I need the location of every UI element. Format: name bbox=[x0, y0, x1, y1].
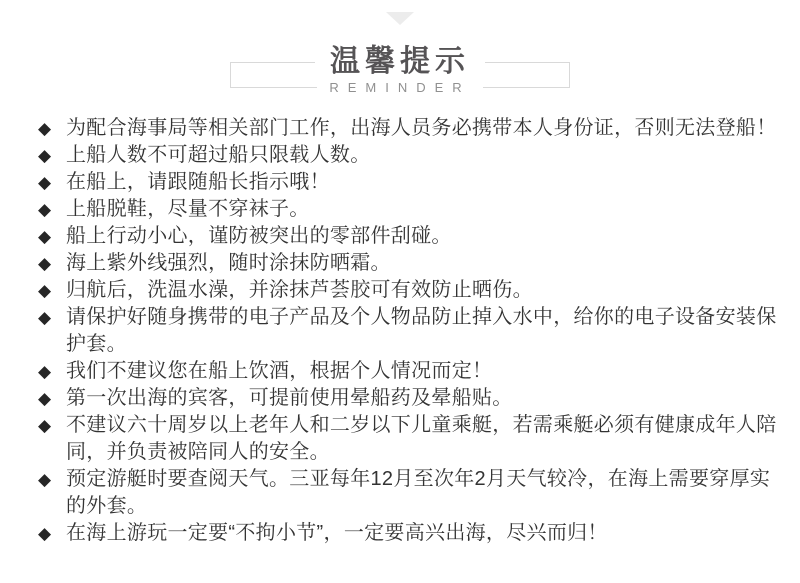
tips-list bbox=[0, 115, 800, 547]
tip-item bbox=[38, 277, 782, 304]
title-row bbox=[230, 45, 570, 79]
reminder-header bbox=[230, 45, 570, 97]
tip-item bbox=[38, 250, 782, 277]
diamond-bullet-icon: ◆ bbox=[38, 362, 52, 381]
tip-item bbox=[38, 115, 782, 142]
tip-text: 在船上，请跟随船长指示哦！ bbox=[66, 171, 330, 193]
diamond-bullet-icon: ◆ bbox=[38, 146, 52, 165]
diamond-bullet-icon: ◆ bbox=[38, 524, 52, 543]
diamond-bullet-icon: ◆ bbox=[38, 200, 52, 219]
subtitle-row bbox=[230, 79, 570, 97]
tip-item bbox=[38, 385, 782, 412]
diamond-bullet-icon: ◆ bbox=[38, 389, 52, 408]
tip-text: 上船人数不可超过船只限载人数。 bbox=[66, 144, 371, 166]
tip-text: 归航后，洗温水澡，并涂抹芦荟胶可有效防止晒伤。 bbox=[66, 279, 533, 301]
header-decoration bbox=[0, 0, 800, 25]
tip-text: 请保护好随身携带的电子产品及个人物品防止掉入水中，给你的电子设备安装保护套。 bbox=[66, 306, 777, 355]
tip-item bbox=[38, 169, 782, 196]
triangle-down-icon bbox=[386, 12, 414, 25]
tip-item bbox=[38, 358, 782, 385]
tip-text: 上船脱鞋，尽量不穿袜子。 bbox=[66, 198, 310, 220]
diamond-bullet-icon: ◆ bbox=[38, 416, 52, 435]
diamond-bullet-icon: ◆ bbox=[38, 470, 52, 489]
diamond-bullet-icon: ◆ bbox=[38, 173, 52, 192]
tip-text: 第一次出海的宾客，可提前使用晕船药及晕船贴。 bbox=[66, 387, 513, 409]
diamond-bullet-icon: ◆ bbox=[38, 119, 52, 138]
tip-item bbox=[38, 196, 782, 223]
tip-item bbox=[38, 412, 782, 466]
tip-text: 船上行动小心，谨防被突出的零部件刮碰。 bbox=[66, 225, 452, 247]
tip-text: 在海上游玩一定要“不拘小节”，一定要高兴出海，尽兴而归！ bbox=[66, 522, 608, 544]
tip-text: 海上紫外线强烈，随时涂抹防晒霜。 bbox=[66, 252, 391, 274]
tip-item bbox=[38, 142, 782, 169]
diamond-bullet-icon: ◆ bbox=[38, 308, 52, 327]
tip-text: 不建议六十周岁以上老年人和二岁以下儿童乘艇，若需乘艇必须有健康成年人陪同，并负责被陪同人的安全。 bbox=[66, 414, 777, 463]
tip-text: 为配合海事局等相关部门工作，出海人员务必携带本人身份证，否则无法登船！ bbox=[66, 117, 777, 139]
page-title: 温馨提示 bbox=[315, 45, 485, 79]
diamond-bullet-icon: ◆ bbox=[38, 281, 52, 300]
page-subtitle: REMINDER bbox=[317, 79, 482, 97]
tip-item bbox=[38, 223, 782, 250]
tip-item bbox=[38, 304, 782, 358]
tip-text: 预定游艇时要查阅天气。三亚每年12月至次年2月天气较冷，在海上需要穿厚实的外套。 bbox=[66, 468, 771, 517]
diamond-bullet-icon: ◆ bbox=[38, 227, 52, 246]
tip-item bbox=[38, 466, 782, 520]
diamond-bullet-icon: ◆ bbox=[38, 254, 52, 273]
tip-item bbox=[38, 520, 782, 547]
tip-text: 我们不建议您在船上饮酒，根据个人情况而定！ bbox=[66, 360, 493, 382]
